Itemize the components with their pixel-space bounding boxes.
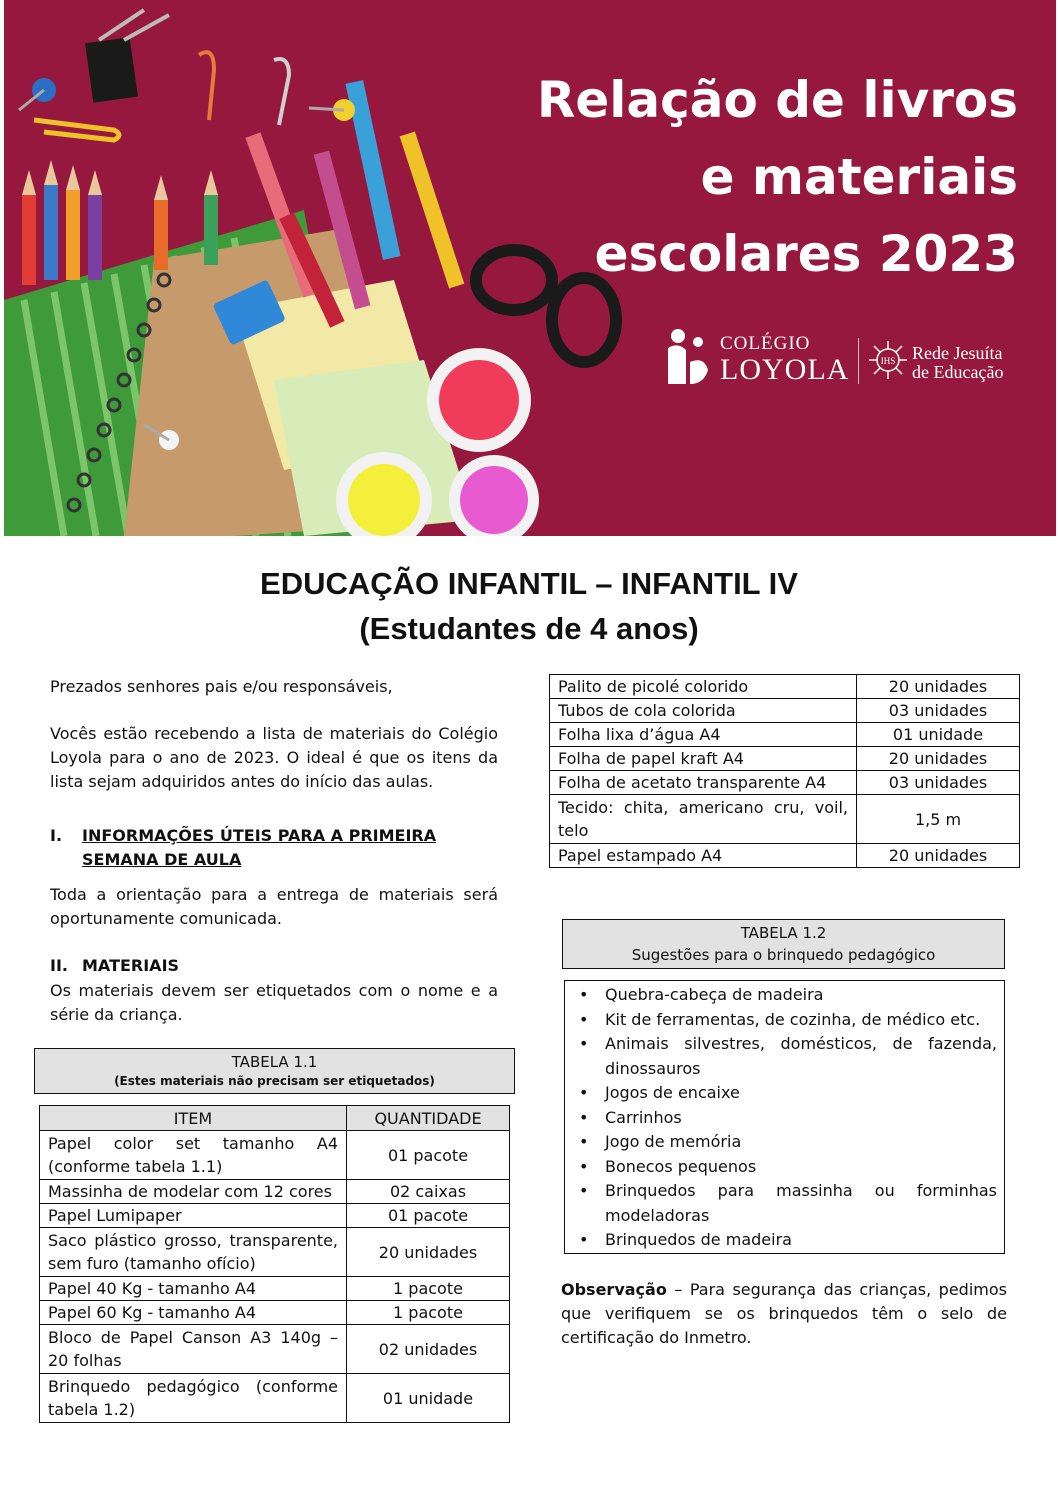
item-cell: Folha de acetato transparente A4	[550, 771, 857, 795]
quantity-cell: 20 unidades	[857, 675, 1020, 699]
quantity-cell: 03 unidades	[857, 699, 1020, 723]
push-pin-blue	[19, 78, 56, 110]
table-row	[550, 675, 1020, 699]
list-item: • Carrinhos	[573, 1106, 997, 1131]
quantity-cell: 20 unidades	[857, 747, 1020, 771]
list-item: • Kit de ferramentas, de cozinha, de médico etc.	[573, 1008, 997, 1033]
quantity-cell: 20 unidades	[857, 844, 1020, 868]
caption-subtitle: (Estes materiais não precisam ser etiquetados)	[114, 1074, 435, 1088]
table-row	[550, 844, 1020, 868]
item-cell: Papel estampado A4	[550, 844, 857, 868]
intro-paragraph: Vocês estão recebendo a lista de materiais do Colégio Loyola para o ano de 2023. O ideal é que os itens da lista sejam adquiridos antes do início das aulas.	[50, 724, 498, 791]
column-header-quantity: QUANTIDADE	[347, 1106, 510, 1131]
materials-table	[39, 1105, 510, 1423]
paperclip-yellow	[34, 120, 119, 140]
section-number: I.	[50, 826, 63, 845]
network-wordmark	[912, 344, 1003, 382]
quantity-cell: 01 pacote	[347, 1131, 510, 1180]
list-item: • Jogos de encaixe	[573, 1081, 997, 1106]
item-cell: Tecido: chita, americano cru, voil, telo	[550, 795, 857, 844]
item-cell: Palito de picolé colorido	[550, 675, 857, 699]
table-row	[40, 1325, 510, 1374]
quantity-cell: 1 pacote	[347, 1277, 510, 1301]
table-row	[550, 723, 1020, 747]
list-item: • Jogo de memória	[573, 1130, 997, 1155]
list-item: • Brinquedos de madeira	[573, 1228, 997, 1253]
banner-title-line: Relação de livros	[536, 71, 1018, 129]
observation-label: Observação	[561, 1280, 667, 1299]
item-cell: Papel 40 Kg - tamanho A4	[40, 1277, 347, 1301]
banner-title	[458, 62, 1018, 293]
item-cell: Tubos de cola colorida	[550, 699, 857, 723]
section-number: II.	[50, 956, 68, 975]
list-item: • Animais silvestres, domésticos, de fazenda, dinossauros	[573, 1032, 997, 1081]
caption-title: TABELA 1.1	[231, 1053, 318, 1071]
table-1-2-caption	[562, 919, 1005, 969]
toy-suggestions-box	[564, 980, 1005, 1254]
header-banner	[4, 0, 1056, 536]
item-cell: Folha de papel kraft A4	[550, 747, 857, 771]
item-cell: Brinquedo pedagógico (conforme tabela 1.2)	[40, 1374, 347, 1423]
observation-note	[561, 1278, 1007, 1350]
logo-school-big: LOYOLA	[720, 353, 850, 386]
section-title: MATERIAIS	[82, 956, 180, 975]
page-title: EDUCAÇÃO INFANTIL – INFANTIL IV	[260, 566, 798, 601]
push-pin-yellow	[309, 99, 355, 121]
section-2-body: Os materiais devem ser etiquetados com o nome e a série da criança.	[50, 981, 498, 1024]
toy-suggestions-list	[573, 983, 997, 1253]
table-row	[40, 1180, 510, 1204]
column-header-item: ITEM	[40, 1106, 347, 1131]
logo-network-line: Rede Jesuíta	[912, 343, 1003, 363]
quantity-cell: 1,5 m	[857, 795, 1020, 844]
banner-title-line: escolares 2023	[594, 225, 1018, 283]
caption-title: TABELA 1.2	[740, 924, 827, 942]
logo-school-small: COLÉGIO	[720, 333, 811, 354]
paperclip-orange	[199, 52, 214, 120]
quantity-cell: 02 caixas	[347, 1180, 510, 1204]
table-row	[40, 1204, 510, 1228]
table-row	[550, 795, 1020, 844]
table-row	[40, 1228, 510, 1277]
item-cell: Papel color set tamanho A4 (conforme tabela 1.1)	[40, 1131, 347, 1180]
section-1-body: Toda a orientação para a entrega de materiais será oportunamente comunicada.	[50, 885, 498, 928]
item-cell: Folha lixa d’água A4	[550, 723, 857, 747]
item-cell: Massinha de modelar com 12 cores	[40, 1180, 347, 1204]
materials-table-continued	[549, 674, 1020, 868]
table-row	[40, 1277, 510, 1301]
list-item: • Bonecos pequenos	[573, 1155, 997, 1180]
table-row	[40, 1131, 510, 1180]
table-row	[550, 771, 1020, 795]
table-1-1-caption	[34, 1048, 515, 1094]
logos	[664, 322, 1044, 390]
page-subtitle: (Estudantes de 4 anos)	[359, 611, 699, 646]
quantity-cell: 1 pacote	[347, 1301, 510, 1325]
item-cell: Bloco de Papel Canson A3 140g – 20 folhas	[40, 1325, 347, 1374]
item-cell: Saco plástico grosso, transparente, sem furo (tamanho ofício)	[40, 1228, 347, 1277]
table-row	[40, 1374, 510, 1423]
item-cell: Papel 60 Kg - tamanho A4	[40, 1301, 347, 1325]
svg-text:IHS: IHS	[880, 356, 896, 366]
caption-subtitle: Sugestões para o brinquedo pedagógico	[631, 946, 936, 964]
quantity-cell: 20 unidades	[347, 1228, 510, 1277]
logo-divider	[858, 338, 859, 384]
observation-text: – Para segurança das crianças, pedimos que verifiquem se os brinquedos têm o selo de certificação do Inmetro.	[561, 1280, 1007, 1347]
paperclip-silver	[274, 59, 289, 125]
loyola-logo-icon	[664, 326, 710, 388]
list-item: • Quebra-cabeça de madeira	[573, 983, 997, 1008]
table-row	[40, 1301, 510, 1325]
banner-title-line: e materiais	[700, 148, 1018, 206]
quantity-cell: 01 unidade	[857, 723, 1020, 747]
table-row	[550, 699, 1020, 723]
quantity-cell: 01 pacote	[347, 1204, 510, 1228]
jesuit-seal-icon	[868, 340, 908, 380]
table-row	[550, 747, 1020, 771]
loyola-wordmark	[720, 334, 849, 386]
table-header-row	[40, 1106, 510, 1131]
item-cell: Papel Lumipaper	[40, 1204, 347, 1228]
quantity-cell: 02 unidades	[347, 1325, 510, 1374]
quantity-cell: 01 unidade	[347, 1374, 510, 1423]
quantity-cell: 03 unidades	[857, 771, 1020, 795]
greeting: Prezados senhores pais e/ou responsáveis,	[50, 677, 393, 696]
binder-clip	[85, 10, 169, 103]
section-title: INFORMAÇÕES ÚTEIS PARA A PRIMEIRA SEMANA DE AULA	[82, 826, 437, 869]
logo-network-line: de Educação	[912, 362, 1004, 382]
list-item: • Brinquedos para massinha ou forminhas modeladoras	[573, 1179, 997, 1228]
